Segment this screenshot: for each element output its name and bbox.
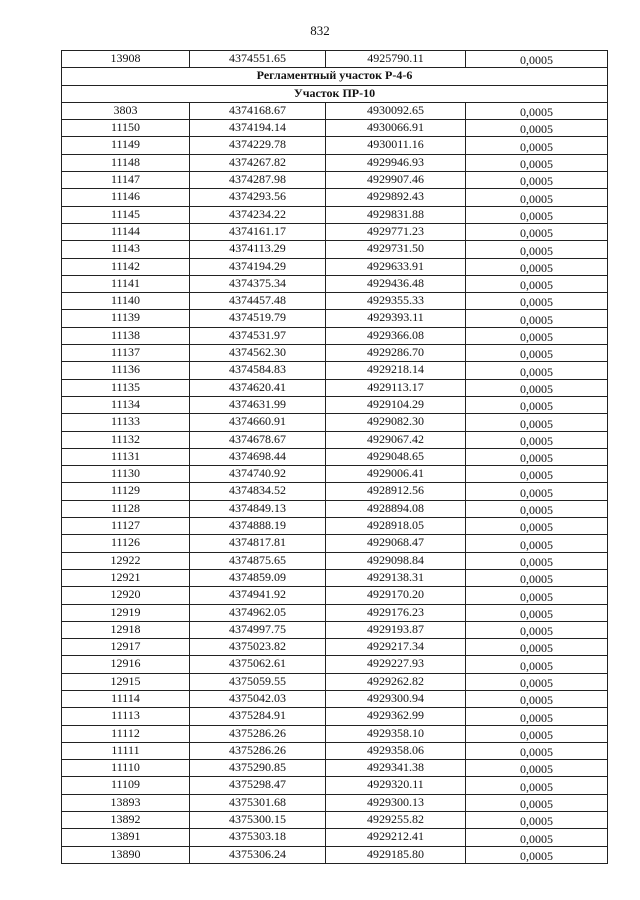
y-coordinate-cell: 4929358.10 <box>326 725 466 742</box>
tolerance-cell: 0,0005 <box>466 310 608 327</box>
tolerance-cell: 0,0005 <box>466 535 608 552</box>
table-row <box>62 189 608 206</box>
table-row <box>62 518 608 535</box>
table-row <box>62 154 608 171</box>
x-coordinate-cell: 4374875.65 <box>190 552 326 569</box>
y-coordinate-cell: 4929262.82 <box>326 673 466 690</box>
table-row <box>62 137 608 154</box>
y-coordinate-cell: 4929341.38 <box>326 760 466 777</box>
x-coordinate-cell: 4374287.98 <box>190 172 326 189</box>
x-coordinate-cell: 4374457.48 <box>190 293 326 310</box>
point-number-cell: 13891 <box>62 829 190 846</box>
tolerance-cell: 0,0005 <box>466 500 608 517</box>
page-number: 832 <box>310 23 330 38</box>
x-coordinate-cell: 4375290.85 <box>190 760 326 777</box>
x-coordinate-cell: 4374531.97 <box>190 327 326 344</box>
point-number-cell: 12915 <box>62 673 190 690</box>
table-row <box>62 829 608 846</box>
tolerance-cell: 0,0005 <box>466 742 608 759</box>
y-coordinate-cell: 4929892.43 <box>326 189 466 206</box>
x-coordinate-cell: 4374698.44 <box>190 448 326 465</box>
y-coordinate-cell: 4929170.20 <box>326 587 466 604</box>
y-coordinate-cell: 4929082.30 <box>326 414 466 431</box>
table-row <box>62 742 608 759</box>
point-number-cell: 11133 <box>62 414 190 431</box>
x-coordinate-cell: 4374519.79 <box>190 310 326 327</box>
x-coordinate-cell: 4374997.75 <box>190 621 326 638</box>
y-coordinate-cell: 4930066.91 <box>326 120 466 137</box>
tolerance-cell: 0,0005 <box>466 154 608 171</box>
y-coordinate-cell: 4929113.17 <box>326 379 466 396</box>
x-coordinate-cell: 4374962.05 <box>190 604 326 621</box>
x-coordinate-cell: 4375059.55 <box>190 673 326 690</box>
point-number-cell: 12921 <box>62 569 190 586</box>
point-number-cell: 11128 <box>62 500 190 517</box>
x-coordinate-cell: 4375062.61 <box>190 656 326 673</box>
table-row <box>62 275 608 292</box>
y-coordinate-cell: 4930011.16 <box>326 137 466 154</box>
table-row <box>62 812 608 829</box>
y-coordinate-cell: 4929907.46 <box>326 172 466 189</box>
table-row <box>62 258 608 275</box>
y-coordinate-cell: 4929358.06 <box>326 742 466 759</box>
table-row <box>62 535 608 552</box>
tolerance-cell: 0,0005 <box>466 569 608 586</box>
point-number-cell: 12916 <box>62 656 190 673</box>
point-number-cell: 11113 <box>62 708 190 725</box>
point-number-cell: 11144 <box>62 223 190 240</box>
y-coordinate-cell: 4929436.48 <box>326 275 466 292</box>
y-coordinate-cell: 4929355.33 <box>326 293 466 310</box>
table-row <box>62 725 608 742</box>
table-row <box>62 621 608 638</box>
x-coordinate-cell: 4374620.41 <box>190 379 326 396</box>
point-number-cell: 11138 <box>62 327 190 344</box>
x-coordinate-cell: 4374941.92 <box>190 587 326 604</box>
tolerance-cell: 0,0005 <box>466 639 608 656</box>
x-coordinate-cell: 4374194.14 <box>190 120 326 137</box>
x-coordinate-cell: 4374740.92 <box>190 466 326 483</box>
point-number-cell: 11141 <box>62 275 190 292</box>
point-number-cell: 11150 <box>62 120 190 137</box>
point-number-cell: 3803 <box>62 102 190 119</box>
point-number-cell: 11127 <box>62 518 190 535</box>
table-row <box>62 466 608 483</box>
x-coordinate-cell: 4375284.91 <box>190 708 326 725</box>
point-number-cell: 11134 <box>62 396 190 413</box>
tolerance-cell: 0,0005 <box>466 362 608 379</box>
point-number-cell: 11110 <box>62 760 190 777</box>
table-row <box>62 310 608 327</box>
tolerance-cell: 0,0005 <box>466 51 608 68</box>
y-coordinate-cell: 4925790.11 <box>326 51 466 68</box>
tolerance-cell: 0,0005 <box>466 172 608 189</box>
table-row <box>62 396 608 413</box>
table-row <box>62 673 608 690</box>
x-coordinate-cell: 4374849.13 <box>190 500 326 517</box>
coordinates-table <box>61 50 608 864</box>
x-coordinate-cell: 4374859.09 <box>190 569 326 586</box>
table-row <box>62 760 608 777</box>
table-row <box>62 327 608 344</box>
point-number-cell: 11149 <box>62 137 190 154</box>
x-coordinate-cell: 4374660.91 <box>190 414 326 431</box>
x-coordinate-cell: 4374562.30 <box>190 345 326 362</box>
x-coordinate-cell: 4374194.29 <box>190 258 326 275</box>
table-row <box>62 120 608 137</box>
y-coordinate-cell: 4929212.41 <box>326 829 466 846</box>
tolerance-cell: 0,0005 <box>466 518 608 535</box>
point-number-cell: 12918 <box>62 621 190 638</box>
tolerance-cell: 0,0005 <box>466 760 608 777</box>
y-coordinate-cell: 4929218.14 <box>326 362 466 379</box>
x-coordinate-cell: 4374113.29 <box>190 241 326 258</box>
point-number-cell: 12922 <box>62 552 190 569</box>
tolerance-cell: 0,0005 <box>466 656 608 673</box>
tolerance-cell: 0,0005 <box>466 327 608 344</box>
point-number-cell: 11137 <box>62 345 190 362</box>
tolerance-cell: 0,0005 <box>466 396 608 413</box>
table-row <box>62 846 608 863</box>
x-coordinate-cell: 4375301.68 <box>190 794 326 811</box>
y-coordinate-cell: 4929048.65 <box>326 448 466 465</box>
y-coordinate-cell: 4929320.11 <box>326 777 466 794</box>
x-coordinate-cell: 4375023.82 <box>190 639 326 656</box>
point-number-cell: 11126 <box>62 535 190 552</box>
tolerance-cell: 0,0005 <box>466 102 608 119</box>
x-coordinate-cell: 4375298.47 <box>190 777 326 794</box>
y-coordinate-cell: 4930092.65 <box>326 102 466 119</box>
point-number-cell: 11147 <box>62 172 190 189</box>
tolerance-cell: 0,0005 <box>466 241 608 258</box>
y-coordinate-cell: 4929217.34 <box>326 639 466 656</box>
table-row <box>62 656 608 673</box>
tolerance-cell: 0,0005 <box>466 483 608 500</box>
point-number-cell: 11112 <box>62 725 190 742</box>
tolerance-cell: 0,0005 <box>466 552 608 569</box>
x-coordinate-cell: 4374834.52 <box>190 483 326 500</box>
y-coordinate-cell: 4929366.08 <box>326 327 466 344</box>
table-row <box>62 483 608 500</box>
table-row <box>62 362 608 379</box>
x-coordinate-cell: 4374551.65 <box>190 51 326 68</box>
point-number-cell: 11140 <box>62 293 190 310</box>
tolerance-cell: 0,0005 <box>466 379 608 396</box>
x-coordinate-cell: 4374888.19 <box>190 518 326 535</box>
table-row <box>62 293 608 310</box>
x-coordinate-cell: 4375286.26 <box>190 725 326 742</box>
y-coordinate-cell: 4929300.13 <box>326 794 466 811</box>
table-row <box>62 379 608 396</box>
tolerance-cell: 0,0005 <box>466 137 608 154</box>
point-number-cell: 11111 <box>62 742 190 759</box>
y-coordinate-cell: 4928912.56 <box>326 483 466 500</box>
tolerance-cell: 0,0005 <box>466 621 608 638</box>
tolerance-cell: 0,0005 <box>466 708 608 725</box>
y-coordinate-cell: 4928918.05 <box>326 518 466 535</box>
y-coordinate-cell: 4929362.99 <box>326 708 466 725</box>
section-title: Регламентный участок Р-4-6 <box>62 68 608 85</box>
point-number-cell: 11143 <box>62 241 190 258</box>
y-coordinate-cell: 4928894.08 <box>326 500 466 517</box>
tolerance-cell: 0,0005 <box>466 846 608 863</box>
table-row <box>62 223 608 240</box>
table-row <box>62 794 608 811</box>
y-coordinate-cell: 4929831.88 <box>326 206 466 223</box>
tolerance-cell: 0,0005 <box>466 794 608 811</box>
table-row <box>62 708 608 725</box>
tolerance-cell: 0,0005 <box>466 587 608 604</box>
point-number-cell: 12919 <box>62 604 190 621</box>
tolerance-cell: 0,0005 <box>466 448 608 465</box>
x-coordinate-cell: 4374631.99 <box>190 396 326 413</box>
point-number-cell: 12920 <box>62 587 190 604</box>
x-coordinate-cell: 4374229.78 <box>190 137 326 154</box>
table-row <box>62 345 608 362</box>
point-number-cell: 11130 <box>62 466 190 483</box>
tolerance-cell: 0,0005 <box>466 206 608 223</box>
point-number-cell: 13908 <box>62 51 190 68</box>
table-row <box>62 172 608 189</box>
point-number-cell: 11136 <box>62 362 190 379</box>
point-number-cell: 11135 <box>62 379 190 396</box>
table-row <box>62 448 608 465</box>
table-row <box>62 777 608 794</box>
x-coordinate-cell: 4375042.03 <box>190 690 326 707</box>
x-coordinate-cell: 4375286.26 <box>190 742 326 759</box>
y-coordinate-cell: 4929771.23 <box>326 223 466 240</box>
x-coordinate-cell: 4374678.67 <box>190 431 326 448</box>
x-coordinate-cell: 4374817.81 <box>190 535 326 552</box>
tolerance-cell: 0,0005 <box>466 604 608 621</box>
tolerance-cell: 0,0005 <box>466 120 608 137</box>
x-coordinate-cell: 4374293.56 <box>190 189 326 206</box>
point-number-cell: 11139 <box>62 310 190 327</box>
tolerance-cell: 0,0005 <box>466 690 608 707</box>
table-row <box>62 604 608 621</box>
tolerance-cell: 0,0005 <box>466 223 608 240</box>
table-row <box>62 102 608 119</box>
point-number-cell: 11109 <box>62 777 190 794</box>
point-number-cell: 11145 <box>62 206 190 223</box>
table-row <box>62 500 608 517</box>
tolerance-cell: 0,0005 <box>466 189 608 206</box>
point-number-cell: 11146 <box>62 189 190 206</box>
y-coordinate-cell: 4929255.82 <box>326 812 466 829</box>
point-number-cell: 13893 <box>62 794 190 811</box>
point-number-cell: 11129 <box>62 483 190 500</box>
y-coordinate-cell: 4929067.42 <box>326 431 466 448</box>
tolerance-cell: 0,0005 <box>466 829 608 846</box>
y-coordinate-cell: 4929006.41 <box>326 466 466 483</box>
subsection-title: Участок ПР-10 <box>62 85 608 102</box>
y-coordinate-cell: 4929068.47 <box>326 535 466 552</box>
table-row <box>62 51 608 68</box>
x-coordinate-cell: 4374234.22 <box>190 206 326 223</box>
y-coordinate-cell: 4929227.93 <box>326 656 466 673</box>
point-number-cell: 12917 <box>62 639 190 656</box>
y-coordinate-cell: 4929098.84 <box>326 552 466 569</box>
point-number-cell: 11148 <box>62 154 190 171</box>
tolerance-cell: 0,0005 <box>466 345 608 362</box>
point-number-cell: 11132 <box>62 431 190 448</box>
tolerance-cell: 0,0005 <box>466 466 608 483</box>
tolerance-cell: 0,0005 <box>466 258 608 275</box>
x-coordinate-cell: 4374267.82 <box>190 154 326 171</box>
table-row <box>62 552 608 569</box>
tolerance-cell: 0,0005 <box>466 275 608 292</box>
section-header-row <box>62 68 608 85</box>
y-coordinate-cell: 4929176.23 <box>326 604 466 621</box>
y-coordinate-cell: 4929731.50 <box>326 241 466 258</box>
tolerance-cell: 0,0005 <box>466 725 608 742</box>
table-row <box>62 431 608 448</box>
y-coordinate-cell: 4929185.80 <box>326 846 466 863</box>
table-row <box>62 569 608 586</box>
point-number-cell: 11114 <box>62 690 190 707</box>
subsection-header-row <box>62 85 608 102</box>
table-row <box>62 690 608 707</box>
x-coordinate-cell: 4375300.15 <box>190 812 326 829</box>
y-coordinate-cell: 4929393.11 <box>326 310 466 327</box>
tolerance-cell: 0,0005 <box>466 777 608 794</box>
y-coordinate-cell: 4929300.94 <box>326 690 466 707</box>
tolerance-cell: 0,0005 <box>466 414 608 431</box>
table-row <box>62 241 608 258</box>
y-coordinate-cell: 4929104.29 <box>326 396 466 413</box>
x-coordinate-cell: 4375306.24 <box>190 846 326 863</box>
tolerance-cell: 0,0005 <box>466 431 608 448</box>
table-row <box>62 639 608 656</box>
point-number-cell: 13892 <box>62 812 190 829</box>
tolerance-cell: 0,0005 <box>466 293 608 310</box>
point-number-cell: 13890 <box>62 846 190 863</box>
x-coordinate-cell: 4375303.18 <box>190 829 326 846</box>
x-coordinate-cell: 4374168.67 <box>190 102 326 119</box>
y-coordinate-cell: 4929946.93 <box>326 154 466 171</box>
table-row <box>62 414 608 431</box>
table-row <box>62 587 608 604</box>
tolerance-cell: 0,0005 <box>466 812 608 829</box>
x-coordinate-cell: 4374161.17 <box>190 223 326 240</box>
x-coordinate-cell: 4374375.34 <box>190 275 326 292</box>
x-coordinate-cell: 4374584.83 <box>190 362 326 379</box>
y-coordinate-cell: 4929193.87 <box>326 621 466 638</box>
y-coordinate-cell: 4929286.70 <box>326 345 466 362</box>
point-number-cell: 11131 <box>62 448 190 465</box>
tolerance-cell: 0,0005 <box>466 673 608 690</box>
y-coordinate-cell: 4929138.31 <box>326 569 466 586</box>
table-row <box>62 206 608 223</box>
point-number-cell: 11142 <box>62 258 190 275</box>
y-coordinate-cell: 4929633.91 <box>326 258 466 275</box>
